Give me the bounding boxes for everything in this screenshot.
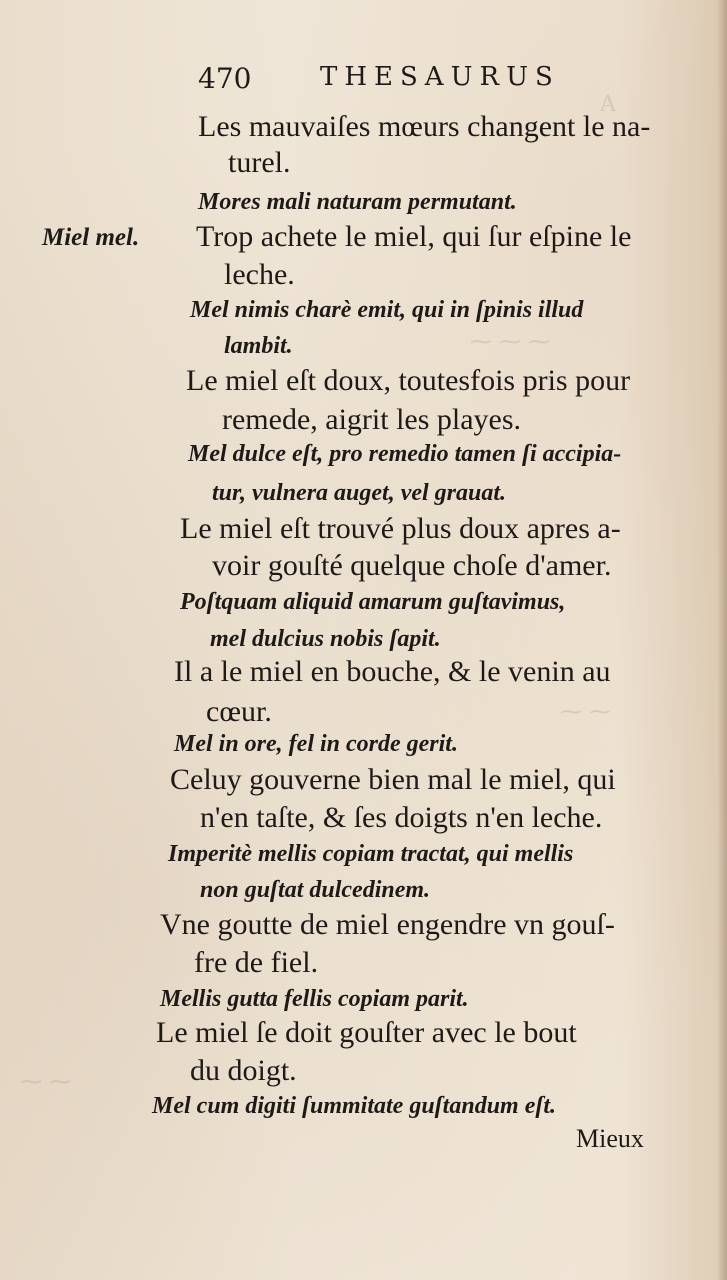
page-number: 470 <box>198 62 252 95</box>
latin-line: Mel dulce eſt, pro remedio tamen ſi accipia- <box>188 441 622 467</box>
bleed-through-4: ⁓ ⁓ <box>20 1070 71 1095</box>
bleed-through-1: A <box>600 92 616 117</box>
latin-line: tur, vulnera auget, vel grauat. <box>212 480 507 506</box>
latin-line: Mel cum digiti ſummitate guſtandum eſt. <box>152 1093 557 1119</box>
catchword: Mieux <box>576 1124 644 1153</box>
latin-line: lambit. <box>224 333 293 359</box>
french-line: fre de fiel. <box>194 946 319 979</box>
page-edge-shadow <box>717 0 727 1280</box>
french-line: cœur. <box>206 695 272 728</box>
french-line: Le miel ſe doit gouſter avec le bout <box>156 1016 577 1049</box>
latin-line: Mores mali naturam permutant. <box>198 189 517 215</box>
latin-line: Mel nimis charè emit, qui in ſpinis illud <box>190 297 584 323</box>
latin-line: mel dulcius nobis ſapit. <box>210 626 441 652</box>
latin-line: Mel in ore, fel in corde gerit. <box>174 731 458 757</box>
latin-line: non guſtat dulcedinem. <box>200 877 431 903</box>
running-title: THESAURUS <box>320 62 560 92</box>
latin-line: Poſtquam aliquid amarum guſtavimus, <box>180 589 566 615</box>
margin-note: Miel mel. <box>42 224 140 251</box>
bleed-through-3: ⁓ ⁓ <box>560 700 611 725</box>
running-header <box>198 62 638 102</box>
french-line: remede, aigrit les playes. <box>222 403 522 436</box>
french-line: Le miel eſt doux, toutesfois pris pour <box>186 364 631 397</box>
french-line: Trop achete le miel, qui ſur eſpine le <box>196 220 632 253</box>
french-line: leche. <box>224 258 295 291</box>
latin-line: Imperitè mellis copiam tractat, qui mellis <box>168 841 574 867</box>
french-line: n'en taſte, & ſes doigts n'en leche. <box>200 801 603 834</box>
french-line: Celuy gouverne bien mal le miel, qui <box>170 763 616 796</box>
french-line: voir gouſté quelque choſe d'amer. <box>212 549 612 582</box>
latin-line: Mellis gutta fellis copiam parit. <box>160 986 469 1012</box>
french-line: Il a le miel en bouche, & le venin au <box>174 655 611 688</box>
french-line: du doigt. <box>190 1054 297 1087</box>
french-line: Les mauvaiſes mœurs changent le na- <box>198 110 651 143</box>
french-line: turel. <box>228 146 291 179</box>
bleed-through-2: ⁓ ⁓ ⁓ <box>470 330 550 355</box>
french-line: Le miel eſt trouvé plus doux apres a- <box>180 512 621 545</box>
french-line: Vne goutte de miel engendre vn gouſ- <box>160 908 615 941</box>
